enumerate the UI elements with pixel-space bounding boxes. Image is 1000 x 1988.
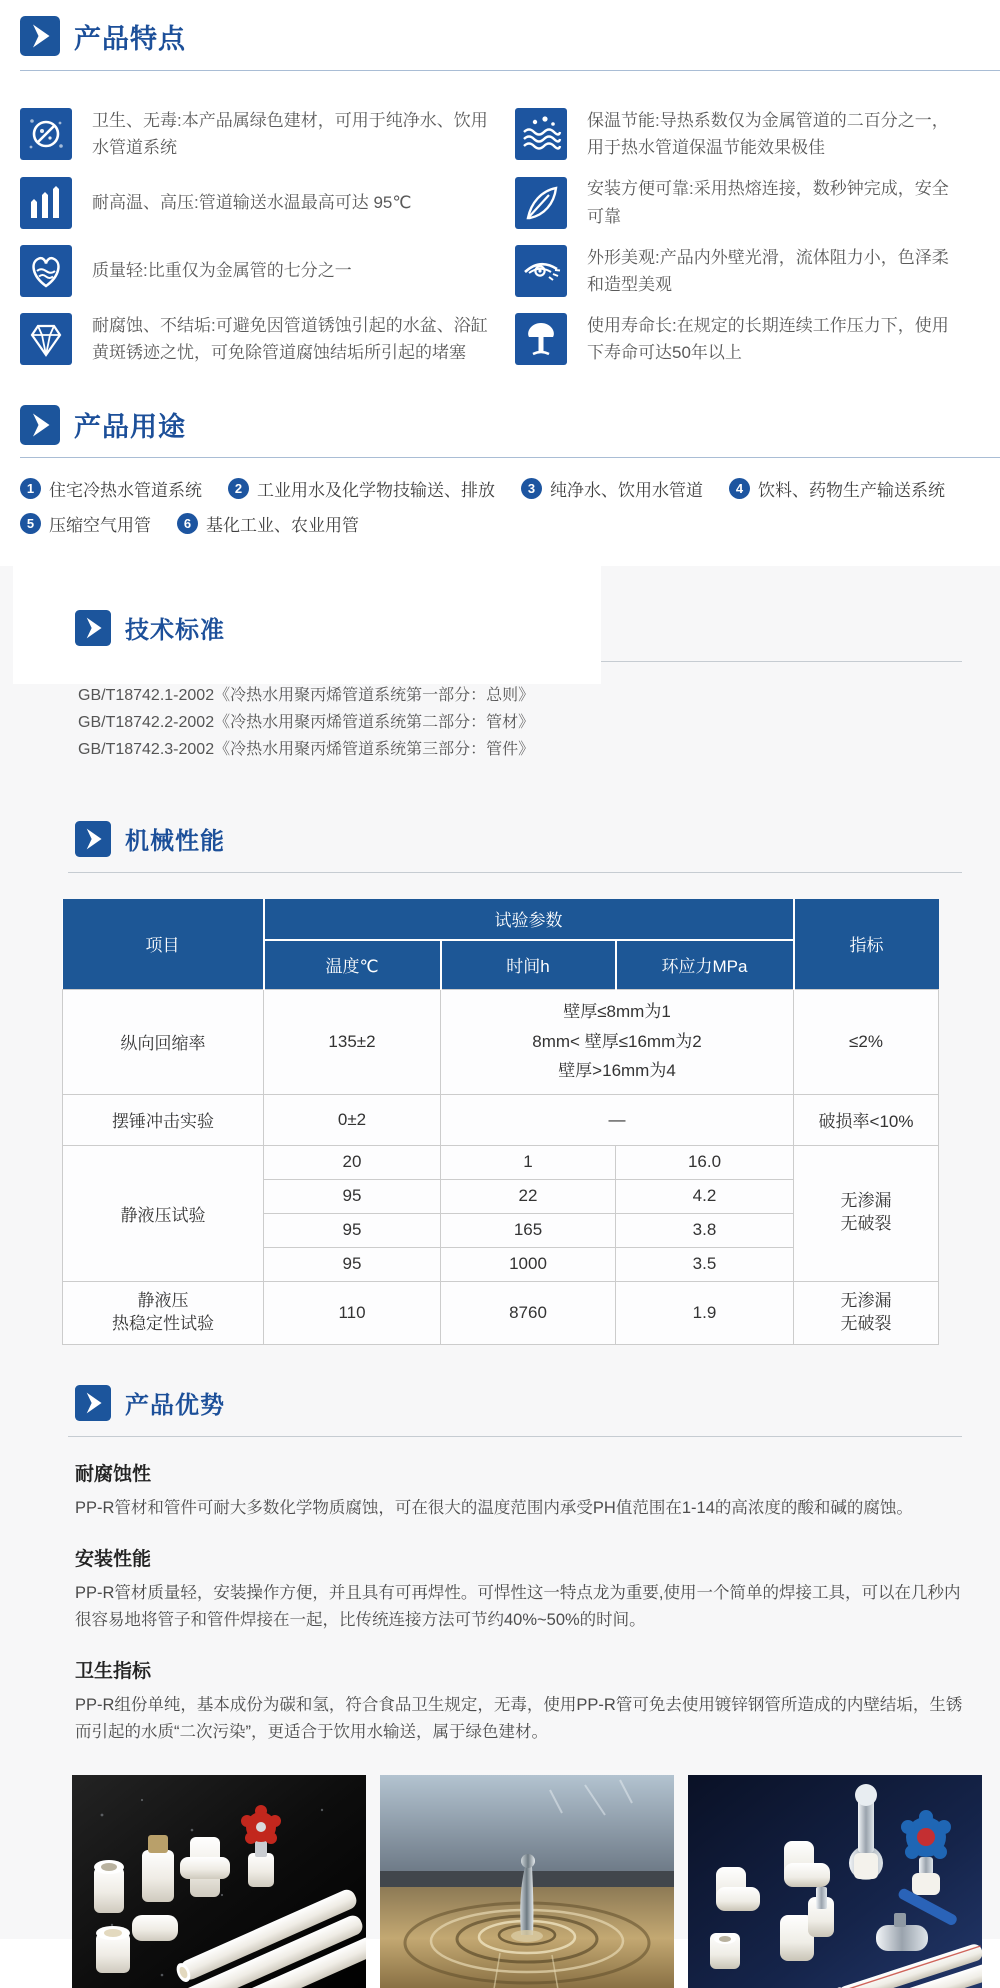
cell-stress: 1.9 xyxy=(616,1281,794,1344)
cell-time: 8760 xyxy=(441,1281,616,1344)
use-item xyxy=(177,511,359,536)
lightweight-heart-icon xyxy=(20,245,72,297)
feature-item xyxy=(515,175,980,229)
number-badge: 1 xyxy=(20,478,41,499)
section-title: 机械性能 xyxy=(125,828,225,855)
index-line: 无渗漏 xyxy=(840,1290,892,1310)
use-item xyxy=(20,476,202,501)
feature-text: 使用寿命长:在规定的长期连续工作压力下，使用下寿命可达50年以上 xyxy=(587,316,949,363)
advantage-block xyxy=(75,1459,965,1522)
table-row-impact xyxy=(63,1094,939,1145)
feature-item xyxy=(515,107,980,161)
use-item xyxy=(729,476,945,501)
cell-index: 破损率<10% xyxy=(794,1094,939,1145)
feature-item xyxy=(0,312,515,366)
use-text: 压缩空气用管 xyxy=(49,515,151,535)
advantage-block xyxy=(75,1656,965,1746)
feature-item xyxy=(0,175,515,229)
feature-text: 耐高温、高压:管道输送水温最高可达 95℃ xyxy=(92,192,412,212)
feature-text: 保温节能:导热系数仅为金属管道的二百分之一，用于热水管道保温节能效果极佳 xyxy=(587,111,949,158)
no-scale-icon xyxy=(20,108,72,160)
standards-list xyxy=(78,682,1000,763)
use-item xyxy=(228,476,495,501)
standards-header xyxy=(0,610,1000,646)
index-line: 无破裂 xyxy=(840,1214,892,1233)
feature-text: 安装方便可靠:采用热熔连接，数秒钟完成，安全可靠 xyxy=(587,179,949,226)
section-mechanical-properties xyxy=(0,821,1000,1345)
number-badge: 5 xyxy=(20,513,41,534)
use-text: 工业用水及化学物技输送、排放 xyxy=(257,480,495,500)
advantages-header xyxy=(0,1385,1000,1421)
cell-temp: 95 xyxy=(264,1213,441,1247)
table-row-hydrostatic xyxy=(63,1145,939,1179)
cell-temp: 135±2 xyxy=(264,989,441,1094)
mechanical-properties-table xyxy=(62,899,939,1345)
item-line: 静液压 xyxy=(137,1290,189,1310)
use-item xyxy=(20,511,151,536)
cell-index xyxy=(794,1281,939,1344)
feature-item xyxy=(0,244,515,298)
cell-stress: 3.5 xyxy=(616,1247,794,1281)
corrosion-diamond-icon xyxy=(20,313,72,365)
section-divider xyxy=(68,1436,962,1437)
section-arrow-icon xyxy=(20,405,60,445)
cell-temp: 110 xyxy=(264,1281,441,1344)
number-badge: 2 xyxy=(228,478,249,499)
feature-text: 质量轻:比重仅为金属管的七分之一 xyxy=(92,261,352,281)
feature-item xyxy=(515,244,980,298)
insulation-icon xyxy=(515,108,567,160)
cell-item: 纵向回缩率 xyxy=(63,989,264,1094)
advantage-text: PP-R管材和管件可耐大多数化学物质腐蚀，可在很大的温度范围内承受PH值范围在1-14的高浓度的酸和碱的腐蚀。 xyxy=(75,1498,913,1517)
standard-line: GB/T18742.1-2002《冷热水用聚丙烯管道系统第一部分：总则》 xyxy=(78,686,535,704)
section-product-uses xyxy=(0,405,1000,536)
feature-text: 外形美观:产品内外壁光滑，流体阻力小，色泽柔和造型美观 xyxy=(587,247,949,294)
advantage-heading: 卫生指标 xyxy=(75,1661,152,1683)
standard-line: GB/T18742.2-2002《冷热水用聚丙烯管道系统第二部分：管材》 xyxy=(78,713,535,731)
cell-temp: 95 xyxy=(264,1179,441,1213)
advantage-heading: 耐腐蚀性 xyxy=(75,1463,152,1485)
condition-line: 壁厚>16mm为4 xyxy=(558,1061,676,1081)
column-header-index: 指标 xyxy=(794,899,939,990)
use-text: 纯净水、饮用水管道 xyxy=(550,480,703,500)
uses-row xyxy=(20,511,1000,536)
section-arrow-icon xyxy=(75,821,111,857)
appearance-eye-icon xyxy=(515,245,567,297)
column-header-temperature: 温度℃ xyxy=(264,940,441,990)
cell-index: ≤2% xyxy=(794,989,939,1094)
water-splash-photo[interactable] xyxy=(380,1775,674,1988)
cell-temp: 95 xyxy=(264,1247,441,1281)
section-product-advantages xyxy=(0,1385,1000,1747)
cell-dash: — xyxy=(441,1094,794,1145)
lower-content-panel xyxy=(0,566,1000,1939)
column-header-test-params: 试验参数 xyxy=(264,899,794,940)
advantage-text: PP-R管材质量轻，安装操作方便，并且具有可再焊性。可悍性这一特点龙为重要,使用一个简单的焊接工具，可以在几秒内很容易地将管子和管件焊接在一起，比传统连接方法可节约40%~50%的时间。 xyxy=(75,1583,961,1629)
cell-temp: 20 xyxy=(264,1145,441,1179)
column-header-item: 项目 xyxy=(63,899,264,990)
product-photo-gallery xyxy=(72,1775,1000,1988)
column-header-time: 时间h xyxy=(441,940,616,990)
index-line: 无破裂 xyxy=(840,1313,892,1333)
use-text: 基化工业、农业用管 xyxy=(206,515,359,535)
long-life-tree-icon xyxy=(515,313,567,365)
high-temperature-icon xyxy=(20,177,72,229)
condition-line: 8mm< 壁厚≤16mm为2 xyxy=(532,1031,702,1051)
advantage-text: PP-R组份单纯，基本成份为碳和氢，符合食品卫生规定，无毒，使用PP-R管可免去使用镀锌钢管所造成的内壁结垢，生锈而引起的水质“二次污染”，更适合于饮用水输送，属于绿色建材。 xyxy=(75,1696,963,1742)
item-line: 热稳定性试验 xyxy=(112,1313,214,1333)
section-arrow-icon xyxy=(20,16,60,56)
uses-row xyxy=(20,476,1000,501)
cell-time: 165 xyxy=(441,1213,616,1247)
cell-item: 静液压试验 xyxy=(63,1145,264,1281)
mechanical-header xyxy=(0,821,1000,857)
cell-temp: 0±2 xyxy=(264,1094,441,1145)
cell-stress: 4.2 xyxy=(616,1179,794,1213)
valves-fittings-photo[interactable] xyxy=(688,1775,982,1988)
table-row-thermal-stability xyxy=(63,1281,939,1344)
feature-text: 卫生、无毒:本产品属绿色建材，可用于纯净水、饮用水管道系统 xyxy=(92,111,488,158)
use-text: 饮料、药物生产输送系统 xyxy=(758,480,945,500)
white-ppr-fittings-photo[interactable] xyxy=(72,1775,366,1988)
features-grid xyxy=(0,107,1000,367)
section-product-features xyxy=(0,0,1000,367)
section-divider xyxy=(68,872,962,873)
column-header-ring-stress: 环应力MPa xyxy=(616,940,794,990)
cell-stress: 16.0 xyxy=(616,1145,794,1179)
feature-item xyxy=(0,107,515,161)
number-badge: 6 xyxy=(177,513,198,534)
use-text: 住宅冷热水管道系统 xyxy=(49,480,202,500)
table-row-shrinkage xyxy=(63,989,939,1094)
cell-item xyxy=(63,1281,264,1344)
advantage-block xyxy=(75,1544,965,1634)
section-divider xyxy=(20,457,1000,458)
section-title: 技术标准 xyxy=(125,617,225,644)
section-arrow-icon xyxy=(75,610,111,646)
feature-item xyxy=(515,312,980,366)
section-title: 产品用途 xyxy=(74,412,186,442)
advantage-heading: 安装性能 xyxy=(75,1548,152,1570)
cell-time: 1000 xyxy=(441,1247,616,1281)
condition-line: 壁厚≤8mm为1 xyxy=(563,1001,671,1021)
section-divider xyxy=(20,70,1000,71)
section-arrow-icon xyxy=(75,1385,111,1421)
features-header xyxy=(0,16,1000,56)
section-title: 产品优势 xyxy=(125,1392,225,1419)
cell-time: 1 xyxy=(441,1145,616,1179)
standard-line: GB/T18742.3-2002《冷热水用聚丙烯管道系统第三部分：管件》 xyxy=(78,740,535,758)
number-badge: 4 xyxy=(729,478,750,499)
index-line: 无渗漏 xyxy=(840,1191,892,1211)
number-badge: 3 xyxy=(521,478,542,499)
feature-text: 耐腐蚀、不结垢:可避免因管道锈蚀引起的水盆、浴缸黄斑锈迹之忧，可免除管道腐蚀结垢所引起的堵塞 xyxy=(92,316,488,363)
section-title: 产品特点 xyxy=(74,23,186,54)
cell-conditions xyxy=(441,989,794,1094)
use-item xyxy=(521,476,703,501)
cell-index xyxy=(794,1145,939,1281)
cell-stress: 3.8 xyxy=(616,1213,794,1247)
cell-item: 摆锤冲击实验 xyxy=(63,1094,264,1145)
cell-time: 22 xyxy=(441,1179,616,1213)
easy-install-leaf-icon xyxy=(515,177,567,229)
uses-header xyxy=(0,405,1000,445)
uses-list xyxy=(20,476,1000,536)
